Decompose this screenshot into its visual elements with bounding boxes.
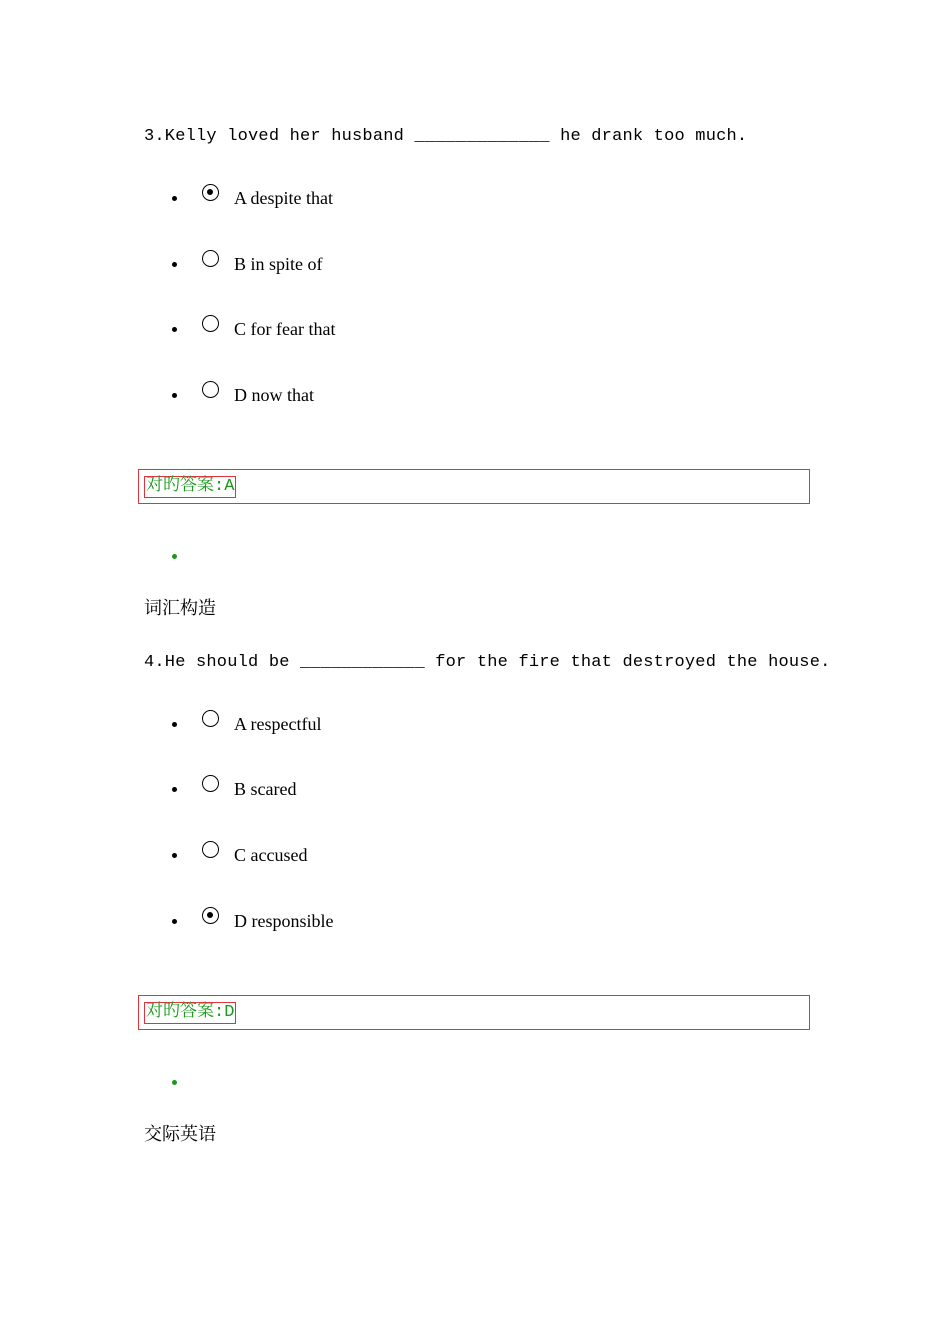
bullet-icon <box>172 393 177 398</box>
option-label: D now that <box>234 385 314 405</box>
bullet-icon <box>172 262 177 267</box>
question-3-option-d[interactable] <box>170 381 570 411</box>
green-bullet-icon <box>172 554 177 559</box>
question-3-option-b[interactable] <box>170 250 570 280</box>
radio-icon[interactable] <box>202 841 219 858</box>
correct-answer-box <box>138 995 810 1030</box>
question-3-option-a[interactable] <box>170 184 570 214</box>
section-title: 交际英语 <box>144 1124 216 1145</box>
green-bullet-icon <box>172 1080 177 1085</box>
correct-answer-text: 对旳答案:A <box>146 477 235 496</box>
correct-answer-text: 对旳答案:D <box>146 1003 235 1022</box>
radio-icon[interactable] <box>202 775 219 792</box>
radio-icon[interactable] <box>202 250 219 267</box>
radio-checked-icon[interactable] <box>202 907 219 924</box>
question-4-option-a[interactable] <box>170 710 570 740</box>
bullet-icon <box>172 787 177 792</box>
radio-checked-icon[interactable] <box>202 184 219 201</box>
question-3-text: 3.Kelly loved her husband _____________ he drank too much. <box>144 127 748 146</box>
option-label: D responsible <box>234 911 334 931</box>
correct-answer-box <box>138 469 810 504</box>
section-title: 词汇构造 <box>144 598 216 619</box>
option-label: A despite that <box>234 188 333 208</box>
option-label: B scared <box>234 779 297 799</box>
bullet-icon <box>172 919 177 924</box>
question-4-option-d[interactable] <box>170 907 570 937</box>
question-3-option-c[interactable] <box>170 315 570 345</box>
radio-icon[interactable] <box>202 381 219 398</box>
option-label: A respectful <box>234 714 322 734</box>
question-4-option-c[interactable] <box>170 841 570 871</box>
radio-icon[interactable] <box>202 710 219 727</box>
radio-icon[interactable] <box>202 315 219 332</box>
bullet-icon <box>172 196 177 201</box>
option-label: C accused <box>234 845 308 865</box>
bullet-icon <box>172 327 177 332</box>
option-label: C for fear that <box>234 319 336 339</box>
bullet-icon <box>172 853 177 858</box>
question-4-text: 4.He should be ____________ for the fire that destroyed the house. <box>144 653 831 672</box>
option-label: B in spite of <box>234 254 323 274</box>
question-4-option-b[interactable] <box>170 775 570 805</box>
bullet-icon <box>172 722 177 727</box>
